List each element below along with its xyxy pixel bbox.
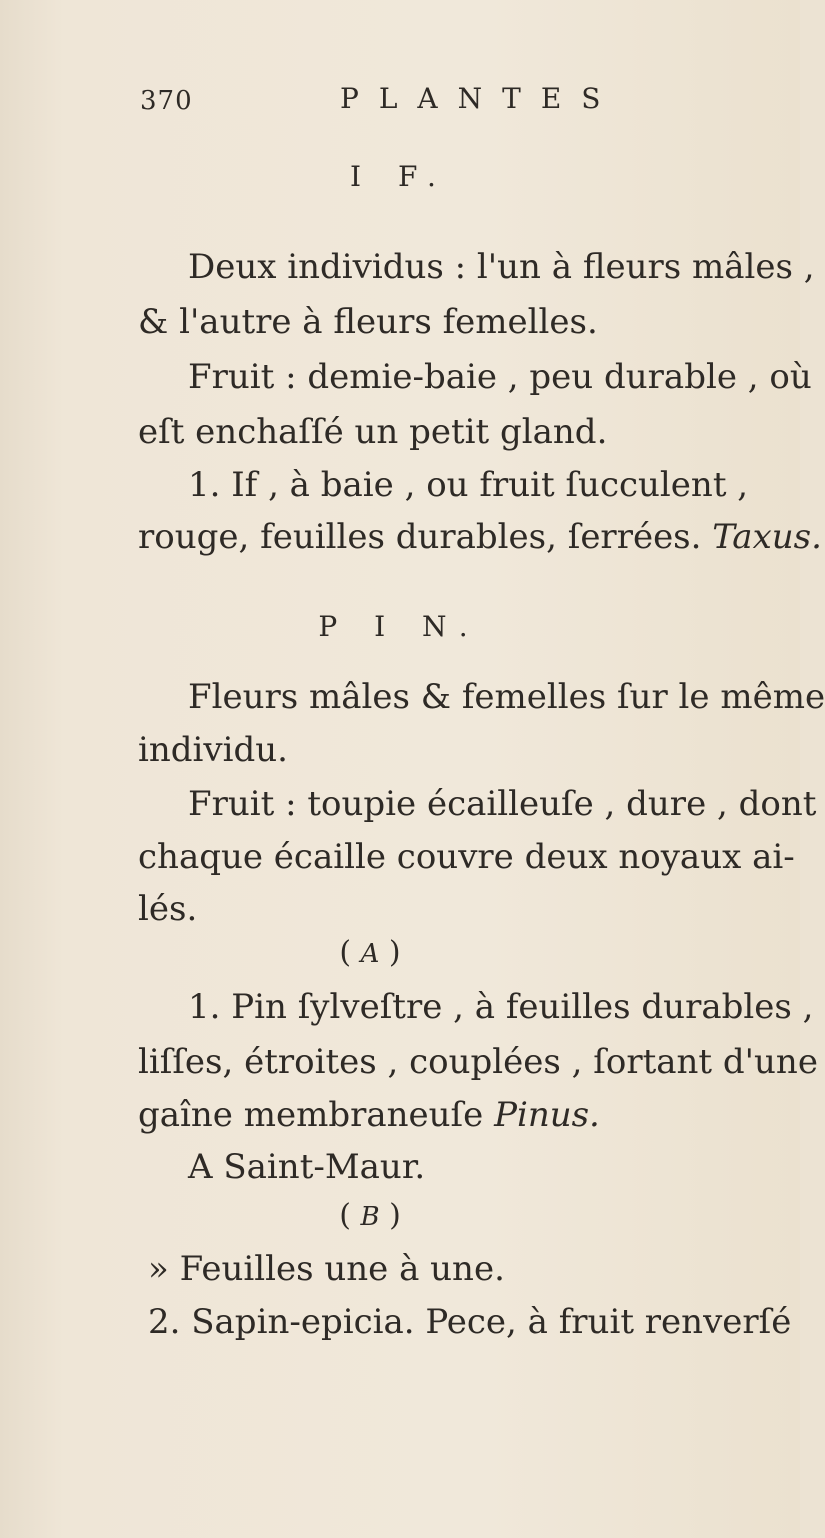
latin-name: Pinus. [494,1095,600,1135]
text-line: & l'autre à fleurs femelles. [138,302,598,342]
text-line [138,517,822,557]
text-line: Fruit : demie-baie , peu durable , où [188,357,812,397]
running-head: PLANTES [340,82,621,115]
text-line: liſſes, étroites , couplées , ſortant d'une [138,1042,818,1082]
text-line: Deux individus : l'un à fleurs mâles , [188,247,815,287]
text-line: A Saint-Maur. [188,1147,426,1187]
text-line: lés. [138,889,198,929]
text-line: chaque écaille couvre deux noyaux ai- [138,837,795,877]
latin-name: Taxus. [712,517,822,557]
text-line: 1. Pin ſylveſtre , à feuilles durables , [188,987,814,1027]
text-span: rouge, feuilles durables, ſerrées. [138,517,702,557]
group-marker-b: ( B ) [339,1198,401,1233]
page-number: 370 [140,86,193,116]
group-marker-a: ( A ) [339,935,401,970]
text-line: » Feuilles une à une. [148,1249,505,1289]
text-line: 1. If , à baie , ou fruit ſucculent , [188,465,749,505]
page-header [140,82,621,122]
section-heading-if: I F. [350,160,450,193]
text-span: gaîne membraneuſe [138,1095,484,1135]
text-line: Fruit : toupie écailleuſe , dure , dont [188,784,817,824]
section-heading-pin: P I N. [318,610,482,643]
text-line: 2. Sapin-epicia. Pece, à fruit renverſé [148,1302,792,1342]
group-letter: B [360,1202,380,1232]
text-line [138,1095,600,1135]
text-line: individu. [138,730,288,770]
group-letter: A [360,939,380,969]
text-line: eſt enchaſſé un petit gland. [138,412,608,452]
text-line: Fleurs mâles & femelles ſur le même [188,677,825,717]
